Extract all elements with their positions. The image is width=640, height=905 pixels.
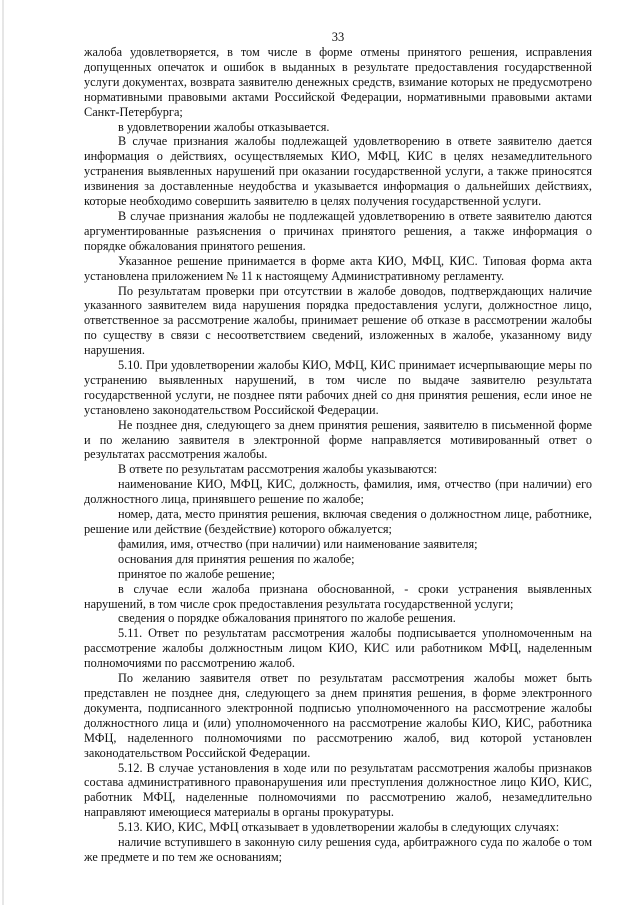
paragraph: 5.10. При удовлетворении жалобы КИО, МФЦ, КИС принимает исчерпывающие меры по устранению выявленных нарушений, в том числе по выдаче заявителю результата государственной услуги, не позднее пяти рабочих дней со дня принятия решения, если иное не установлено законодательством Российской Федерации. [84, 358, 592, 417]
paragraph: номер, дата, место принятия решения, включая сведения о должностном лице, работнике, решение или действие (бездействие) которого обжалуется; [84, 507, 592, 536]
paragraph: в случае если жалоба признана обоснованной, - сроки устранения выявленных нарушений, в том числе срок предоставления результата государственной услуги; [84, 581, 592, 611]
paragraph: жалоба удовлетворяется, в том числе в форме отмены принятого решения, исправления допущенных опечаток и ошибок в выданных в результате предоставления государственной услуги документах, возврата заявителю денежных средств, взимание которых не предусмотрено нормативными правовыми актами Российской Федерации, нормативными правовыми актами Санкт-Петербурга; [84, 45, 592, 119]
paragraph: По результатам проверки при отсутствии в жалобе доводов, подтверждающих наличие указанного заявителем вида нарушения порядка предоставления услуги, должностное лицо, ответственное за рассмотрение жалобы, принимает решение об отказе в рассмотрении жалобы по существу в связи с несоответствием сведений, изложенных в жалобе, указанному виду нарушения. [84, 283, 592, 358]
paragraph: принятое по жалобе решение; [118, 566, 275, 581]
paragraph: сведения о порядке обжалования принятого по жалобе решения. [118, 611, 456, 626]
paragraph: В случае признания жалобы не подлежащей удовлетворению в ответе заявителю даются аргументированные разъяснения о причинах принятого решения, а также информация о порядке обжалования принятого решения. [84, 208, 592, 253]
paragraph: Не позднее дня, следующего за днем принятия решения, заявителю в письменной форме и по желанию заявителя в электронной форме направляется мотивированный ответ о результатах рассмотрения жалобы. [84, 417, 592, 462]
paragraph: 5.12. В случае установления в ходе или по результатам рассмотрения жалобы признаков состава административного правонарушения или преступления должностное лицо КИО, КИС, работник МФЦ, наделенные полномочиями по рассмотрению жалоб, незамедлительно направляют имеющиеся материалы в органы прокуратуры. [84, 760, 592, 820]
document-body [84, 45, 592, 865]
scan-edge-shadow [2, 0, 4, 905]
page-number: 33 [331, 30, 345, 44]
paragraph: в удовлетворении жалобы отказывается. [118, 119, 330, 134]
paragraph: В случае признания жалобы подлежащей удовлетворению в ответе заявителю дается информация о действиях, осуществляемых КИО, МФЦ, КИС в целях незамедлительного устранения выявленных нарушений при оказании государственной услуги, а также приносятся извинения за доставленные неудобства и указывается информация о дальнейших действиях, которые необходимо совершить заявителю в целях получения государственной услуги. [84, 134, 592, 209]
paragraph: Указанное решение принимается в форме акта КИО, МФЦ, КИС. Типовая форма акта установлена приложением № 11 к настоящему Административному регламенту. [84, 253, 592, 283]
paragraph: 5.11. Ответ по результатам рассмотрения жалобы подписывается уполномоченным на рассмотрение жалобы должностным лицом КИО, КИС или работником МФЦ, наделенным полномочиями по рассмотрению жалоб. [84, 626, 592, 671]
paragraph: основания для принятия решения по жалобе; [118, 551, 355, 566]
paragraph: наименование КИО, МФЦ, КИС, должность, фамилия, имя, отчество (при наличии) его должностного лица, принявшего решение по жалобе; [84, 477, 592, 507]
paragraph: наличие вступившего в законную силу решения суда, арбитражного суда по жалобе о том же предмете и по тем же основаниям; [84, 835, 592, 864]
paragraph: По желанию заявителя ответ по результатам рассмотрения жалобы может быть представлен не позднее дня, следующего за днем принятия решения, в форме электронного документа, подписанного электронной подписью уполномоченного на рассмотрение жалобы должностного лица и (или) уполномоченного на рассмотрение жалобы КИО, КИС, работника МФЦ, наделенного полномочиями по рассмотрению жалоб, вид которой установлен законодательством Российской Федерации. [84, 671, 592, 760]
paragraph: фамилия, имя, отчество (при наличии) или наименование заявителя; [118, 536, 478, 551]
paragraph: В ответе по результатам рассмотрения жалобы указываются: [118, 462, 438, 477]
paragraph: 5.13. КИО, КИС, МФЦ отказывает в удовлетворении жалобы в следующих случаях: [118, 820, 560, 835]
